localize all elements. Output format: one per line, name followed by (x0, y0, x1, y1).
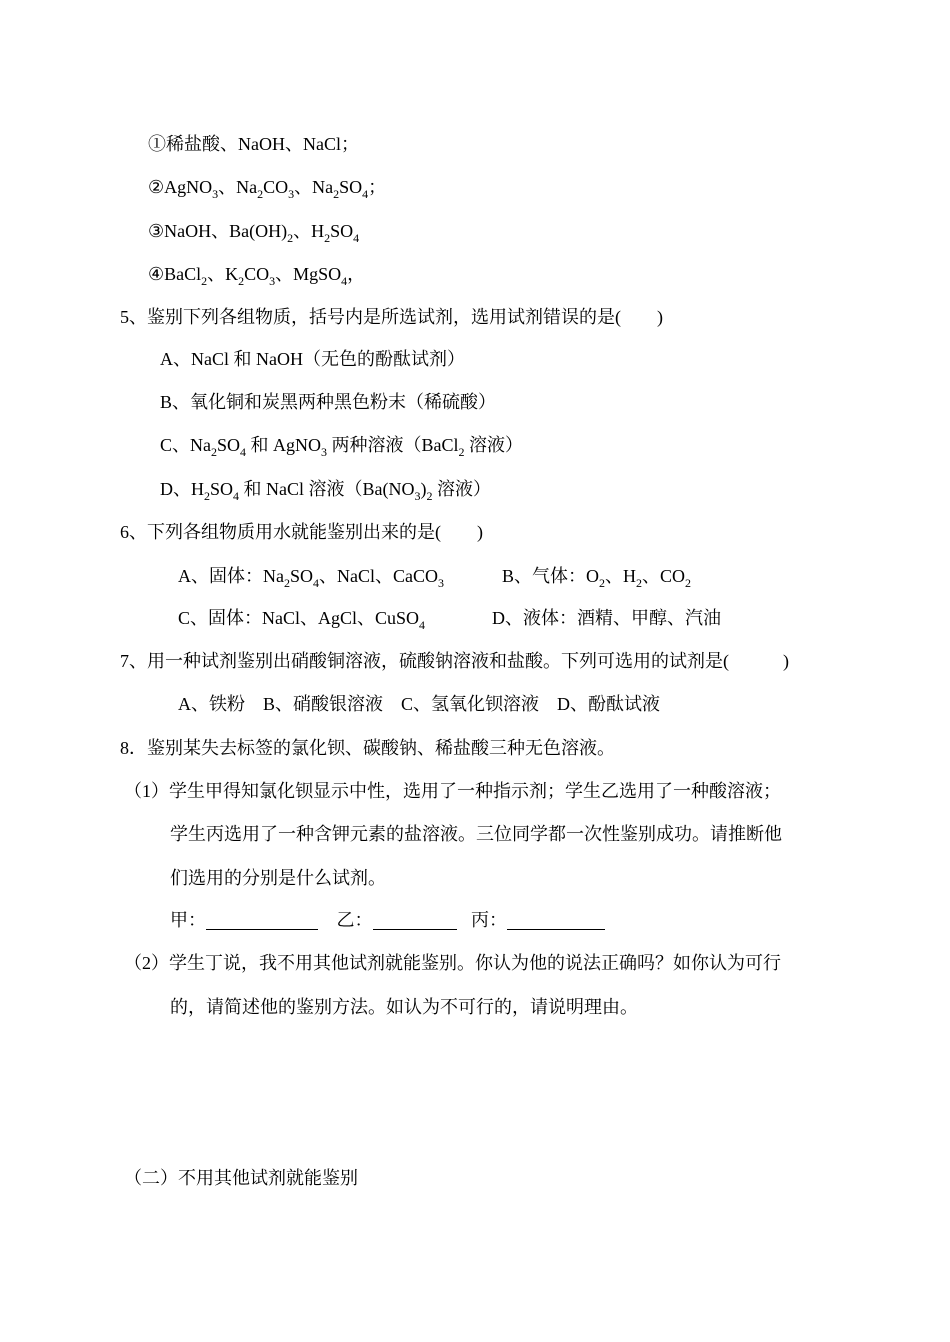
question-6-stem: 6、下列各组物质用水就能鉴别出来的是( ) (120, 522, 483, 542)
set-2: ②AgNO$_3$、$Na_2CO_3$、$Na_2SO_4$； (148, 177, 387, 201)
set-4: ④BaCl$_2$、$K_2CO_3$、MgSO$_4$， (148, 264, 366, 288)
answer-blanks-row (170, 908, 605, 932)
question-6-option-c: C、固体：NaCl、AgCl、CuSO$_4$ (178, 608, 426, 632)
question-7-options: A、铁粉 B、硝酸银溶液 C、氢氧化钡溶液 D、酚酞试液 (178, 694, 661, 714)
question-6-option-a: A、固体：$Na_2SO_4$、NaCl、CaCO$_3$ (178, 566, 445, 590)
question-8-part-1-line-1: （1）学生甲得知氯化钡显示中性，选用了一种指示剂；学生乙选用了一种酸溶液； (124, 781, 781, 801)
question-8-part-2-line-2: 的，请简述他的鉴别方法。如认为不可行的，请说明理由。 (170, 997, 638, 1017)
question-8-part-1-line-3: 们选用的分别是什么试剂。 (170, 868, 386, 888)
label-yi: 乙： (336, 910, 373, 930)
question-5-option-c: C、$Na_2SO_4$ 和 AgNO$_3$ 两种溶液（BaCl$_2$ 溶液） (160, 435, 524, 459)
question-5-option-a: A、NaCl 和 NaOH（无色的酚酞试剂） (160, 349, 465, 369)
question-5-stem: 5、鉴别下列各组物质，括号内是所选试剂，选用试剂错误的是( ) (120, 307, 663, 327)
section-2-heading: （二）不用其他试剂就能鉴别 (124, 1168, 358, 1188)
question-6-option-b: B、气体：$O_2$、$H_2$、$CO_2$ (502, 566, 692, 590)
set-3: ③NaOH、$Ba(OH)_2$、$H_2SO_4$ (148, 221, 360, 245)
answer-blank-bing[interactable] (507, 911, 605, 930)
question-7-stem: 7、用一种试剂鉴别出硝酸铜溶液，硫酸钠溶液和盐酸。下列可选用的试剂是( ) (120, 651, 789, 671)
label-jia: 甲： (170, 910, 206, 930)
question-6-option-d: D、液体：酒精、甲醇、汽油 (492, 608, 721, 628)
answer-blank-yi[interactable] (373, 911, 457, 930)
question-8-part-1-line-2: 学生丙选用了一种含钾元素的盐溶液。三位同学都一次性鉴别成功。请推断他 (170, 824, 782, 844)
label-bing: 丙： (471, 910, 507, 930)
set-1: ①稀盐酸、NaOH、NaCl； (148, 134, 359, 154)
question-8-part-2-line-1: （2）学生丁说，我不用其他试剂就能鉴别。你认为他的说法正确吗？如你认为可行 (124, 953, 781, 973)
question-8-stem: 8．鉴别某失去标签的氯化钡、碳酸钠、稀盐酸三种无色溶液。 (120, 738, 615, 758)
question-5-option-b: B、氧化铜和炭黑两种黑色粉末（稀硫酸） (160, 392, 497, 412)
question-5-option-d: D、$H_2SO_4$ 和 NaCl 溶液（$Ba(NO_3)_2$ 溶液） (160, 479, 491, 503)
answer-blank-jia[interactable] (206, 911, 318, 930)
